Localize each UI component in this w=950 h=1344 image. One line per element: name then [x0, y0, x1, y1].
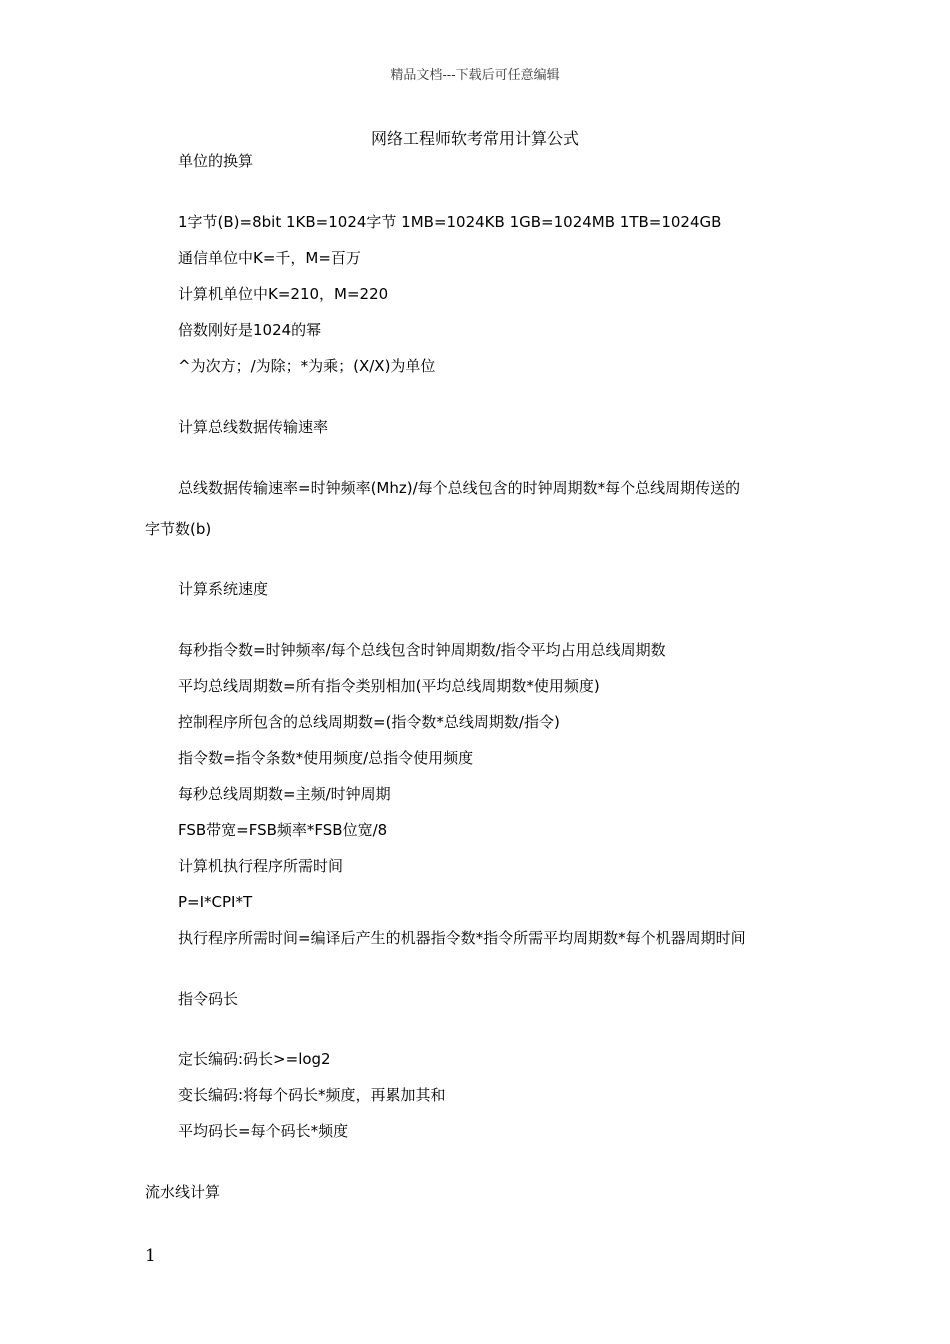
text-line: 执行程序所需时间=编译后产生的机器指令数*指令所需平均周期数*每个机器周期时间 [178, 929, 746, 947]
text-line: P=I*CPI*T [178, 893, 253, 911]
text-line: 1字节(B)=8bit 1KB=1024字节 1MB=1024KB 1GB=1024MB 1TB=1024GB [178, 213, 722, 231]
section-heading-pipeline: 流水线计算 [145, 1183, 221, 1201]
document-title: 网络工程师软考常用计算公式 [370, 129, 579, 148]
text-line: 字节数(b) [145, 520, 212, 538]
text-line: 计算机单位中K=210，M=220 [178, 285, 389, 303]
section-heading-bus: 计算总线数据传输速率 [178, 418, 329, 436]
text-line: ^为次方；/为除；*为乘；(X/X)为单位 [178, 357, 436, 375]
text-line: 通信单位中K=千，M=百万 [178, 249, 361, 267]
text-line: FSB带宽=FSB频率*FSB位宽/8 [178, 821, 388, 839]
text-line: 定长编码:码长>=log2 [178, 1050, 331, 1068]
text-line: 指令数=指令条数*使用频度/总指令使用频度 [178, 749, 474, 767]
section-heading-code: 指令码长 [178, 990, 239, 1008]
text-line: 平均码长=每个码长*频度 [178, 1122, 349, 1140]
text-line: 每秒指令数=时钟频率/每个总线包含时钟周期数/指令平均占用总线周期数 [178, 641, 666, 659]
text-line: 控制程序所包含的总线周期数=(指令数*总线周期数/指令) [178, 713, 560, 731]
text-line: 计算机执行程序所需时间 [178, 857, 344, 875]
section-heading-units: 单位的换算 [178, 152, 254, 170]
text-line: 每秒总线周期数=主频/时钟周期 [178, 785, 391, 803]
section-heading-speed: 计算系统速度 [178, 580, 269, 598]
page-header: 精品文档---下载后可任意编辑 [390, 68, 560, 83]
text-line: 平均总线周期数=所有指令类别相加(平均总线周期数*使用频度) [178, 677, 600, 695]
text-line: 总线数据传输速率=时钟频率(Mhz)/每个总线包含的时钟周期数*每个总线周期传送的 [178, 479, 741, 497]
text-line: 变长编码:将每个码长*频度，再累加其和 [178, 1086, 446, 1104]
page-number: 1 [145, 1246, 156, 1266]
text-line: 倍数刚好是1024的幂 [178, 321, 322, 339]
